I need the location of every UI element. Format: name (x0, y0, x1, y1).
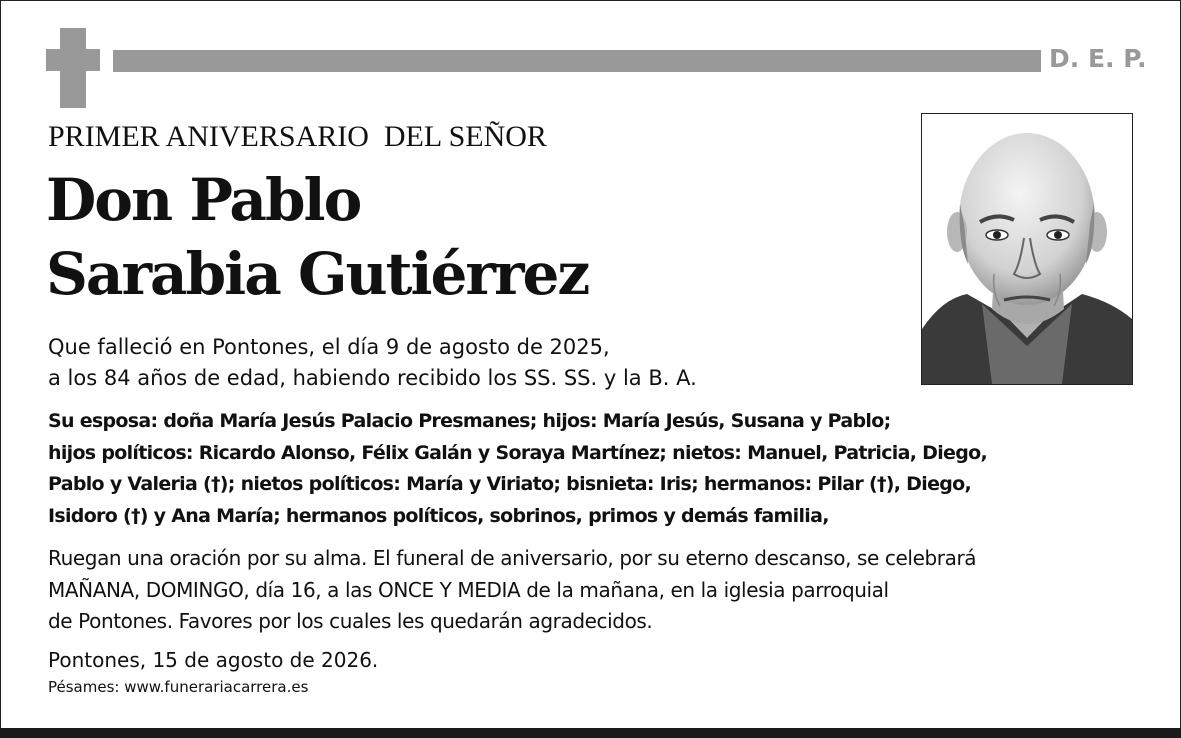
announcement-line: MAÑANA, DOMINGO, día 16, a las ONCE Y MEDIA de la mañana, en la iglesia parroquial (48, 577, 889, 602)
family-line: hijos políticos: Ricardo Alonso, Félix Galán y Soraya Martínez; nietos: Manuel, Patricia, Diego, (48, 441, 987, 464)
family-line: Isidoro (†) y Ana María; hermanos políticos, sobrinos, primos y demás familia, (48, 504, 829, 527)
portrait-photo (921, 113, 1133, 385)
announcement-line: de Pontones. Favores por los cuales les quedarán agradecidos. (48, 609, 653, 633)
family-line: Su esposa: doña María Jesús Palacio Presmanes; hijos: María Jesús, Susana y Pablo; (48, 410, 891, 432)
deceased-name-line-2: Sarabia Gutiérrez (46, 240, 589, 308)
death-notice (48, 332, 697, 394)
cross-icon-crossbar (46, 49, 100, 71)
funeral-announcement (48, 543, 976, 638)
deceased-name (46, 163, 588, 311)
family-list (48, 406, 1128, 532)
place-date: Pontones, 15 de agosto de 2026. (48, 648, 379, 672)
family-line: Pablo y Valeria (†); nietos políticos: María y Viriato; bisnieta: Iris; hermanos: Pilar (†), Diego, (48, 473, 972, 495)
bottom-border (0, 728, 1181, 738)
announcement-line: Ruegan una oración por su alma. El funeral de aniversario, por su eterno descanso, se celebrará (48, 546, 977, 570)
deceased-name-line-1: Don Pablo (46, 166, 361, 234)
death-notice-line: Que falleció en Pontones, el día 9 de agosto de 2025, (48, 335, 610, 359)
death-notice-line: a los 84 años de edad, habiendo recibido los SS. SS. y la B. A. (48, 366, 697, 390)
anniversary-heading: PRIMER ANIVERSARIO DEL SEÑOR (48, 120, 547, 153)
condolences-link[interactable]: Pésames: www.funerariacarrera.es (48, 678, 309, 696)
dep-label: D. E. P. (1049, 44, 1147, 73)
header-rule (113, 50, 1041, 72)
